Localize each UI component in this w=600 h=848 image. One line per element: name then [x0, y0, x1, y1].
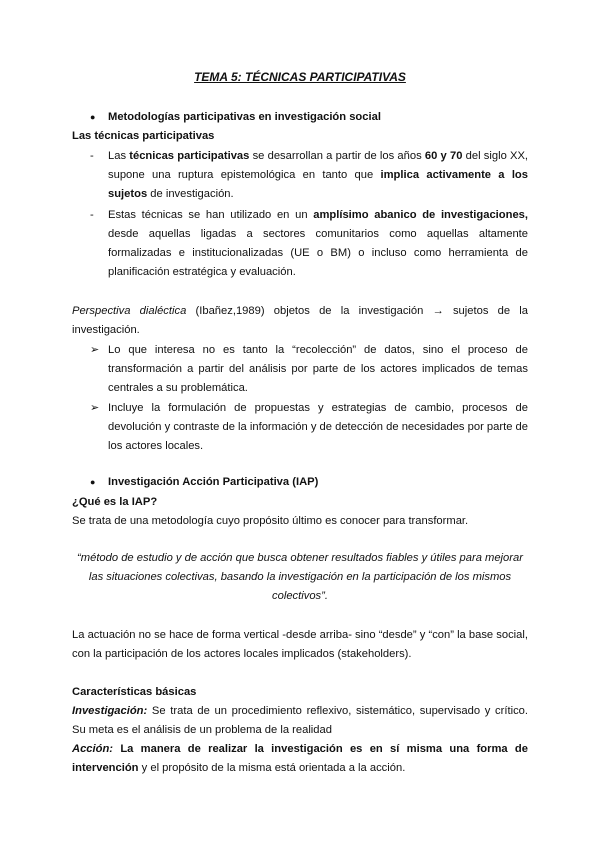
arrow-item-2: Incluye la formulación de propuestas y estrategias de cambio, procesos de devolución y contraste de la información y de detección de necesidades por parte de los actores locales.: [108, 402, 528, 452]
bullet-dot: ●: [90, 112, 96, 122]
accion-paragraph: Acción: La manera de realizar la investigación es en sí misma una forma de intervención y el propósito de la misma está orientada a la acción.: [72, 743, 528, 774]
investigacion-paragraph: Investigación: Se trata de un procedimiento reflexivo, sistemático, supervisado y crítico. Su meta es el análisis de un problema de la realidad: [72, 705, 528, 736]
iap-answer: Se trata de una metodología cuyo propósito último es conocer para transformar.: [72, 515, 469, 527]
section1-heading: Metodologías participativas en investigación social: [108, 111, 381, 123]
section1-subheading: Las técnicas participativas: [72, 130, 215, 142]
actuacion-paragraph: La actuación no se hace de forma vertical -desde arriba- sino “desde” y “con” la base social, con la participación de los actores locales implicados (stakeholders).: [72, 629, 528, 660]
dash-marker: -: [90, 150, 94, 162]
caracteristicas-heading: Características básicas: [72, 686, 197, 698]
iap-quote: “método de estudio y de acción que busca obtener resultados fiables y útiles para mejorar las situaciones colectivas, basando la investigación en la participación de los mismos colectivos”.: [77, 552, 523, 602]
page-title: TEMA 5: TÉCNICAS PARTICIPATIVAS: [194, 70, 406, 84]
perspective-paragraph: Perspectiva dialéctica (Ibañez,1989) objetos de la investigación → sujetos de la investigación.: [72, 305, 528, 336]
section2-heading: Investigación Acción Participativa (IAP): [108, 476, 319, 488]
arrow-bullet-icon: ➢: [90, 402, 100, 414]
list-item-1: Las técnicas participativas se desarrollan a partir de los años 60 y 70 del siglo XX, supone una ruptura epistemológica en tanto que implica activamente a los sujetos de investigación.: [108, 150, 529, 200]
arrow-bullet-icon: ➢: [90, 344, 100, 356]
iap-question: ¿Qué es la IAP?: [72, 496, 158, 508]
dash-marker: -: [90, 209, 94, 221]
arrow-item-1: Lo que interesa no es tanto la “recolección” de datos, sino el proceso de transformación a partir del análisis por parte de los actores implicados de temas centrales a su problemática.: [108, 344, 528, 394]
bullet-dot: ●: [90, 477, 96, 487]
list-item-2: Estas técnicas se han utilizado en un amplísimo abanico de investigaciones, desde aquellas ligadas a sectores comunitarios como aquellas altamente formalizadas e institucionalizadas (UE o BM) o incluso como herramienta de planificación estratégica y evaluación.: [108, 209, 528, 278]
